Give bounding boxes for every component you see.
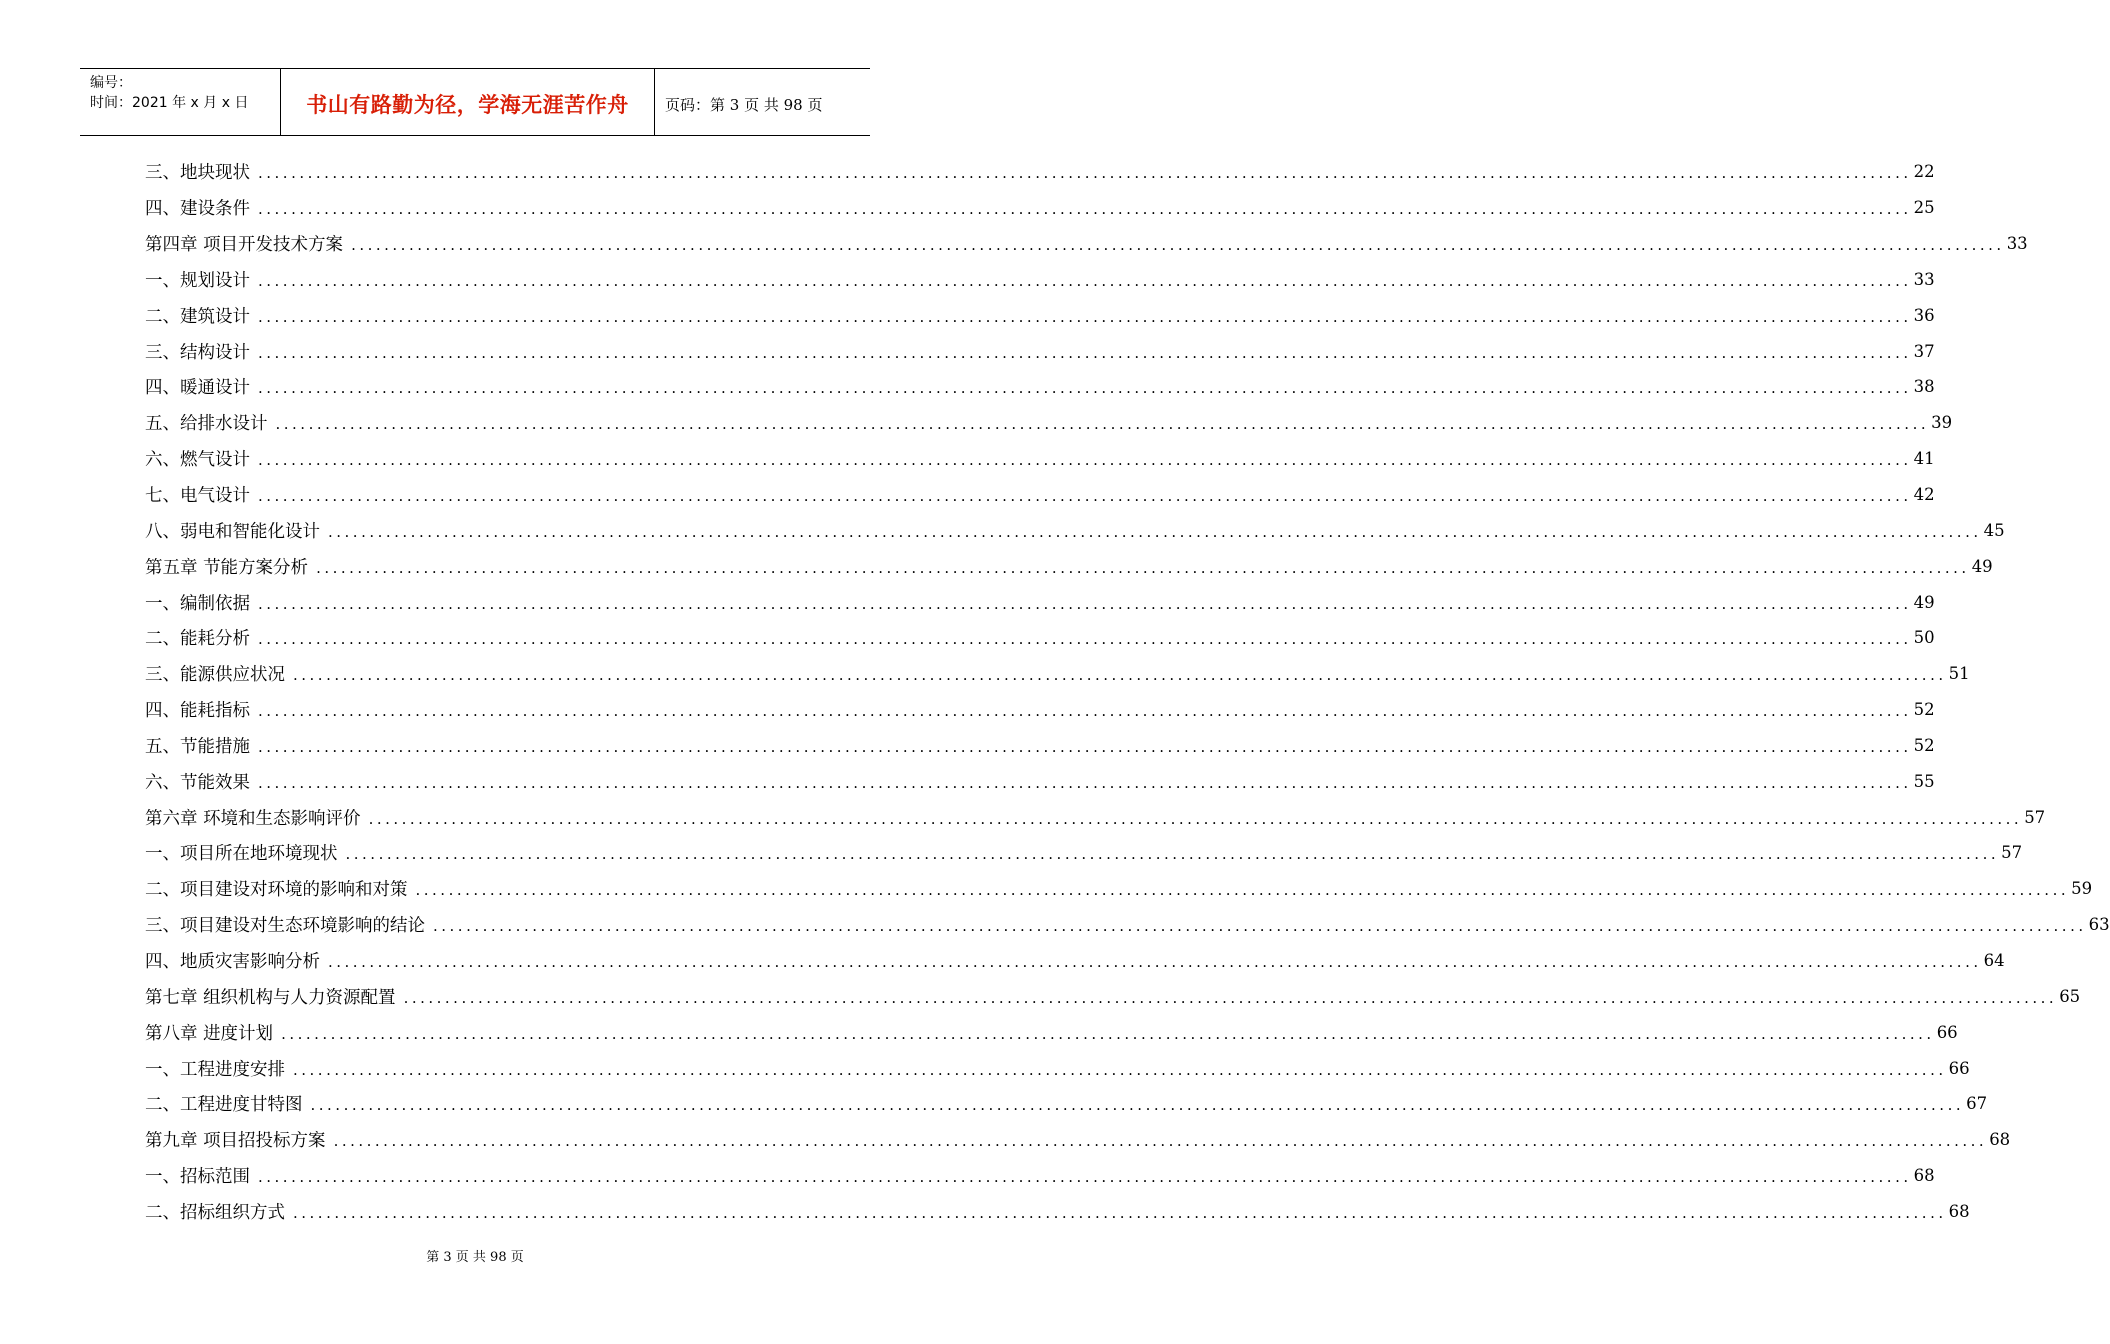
toc-dot-leader: ........................................................................................................................................................................................................ [345, 845, 2000, 864]
toc-entry-title: 二、项目建设对环境的影响和对策 [145, 880, 408, 901]
toc-entry-title: 第四章 项目开发技术方案 [145, 235, 344, 256]
toc-dot-leader: ........................................................................................................................................................................................................ [403, 988, 2058, 1007]
toc-entry-title: 三、结构设计 [145, 342, 250, 363]
toc-entry-title: 第九章 项目招投标方案 [145, 1131, 326, 1152]
toc-entry-title: 二、建筑设计 [145, 306, 250, 327]
toc-entry-page-number: 49 [1913, 592, 1935, 612]
toc-dot-leader: ........................................................................................................................................................................................................ [368, 809, 2023, 828]
toc-dot-leader: ........................................................................................................................................................................................................ [258, 773, 1912, 792]
toc-entry-title: 二、工程进度甘特图 [145, 1095, 303, 1116]
toc-entry-page-number: 49 [1971, 556, 1993, 576]
toc-entry-title: 四、暖通设计 [145, 378, 250, 399]
toc-entry-page-number: 68 [1948, 1201, 1970, 1221]
toc-entry-page-number: 65 [2059, 986, 2081, 1006]
toc-entry[interactable] [145, 333, 1935, 369]
toc-entry-title: 五、节能措施 [145, 736, 250, 757]
page-header [80, 68, 870, 136]
toc-entry[interactable] [145, 907, 2110, 943]
toc-dot-leader: ........................................................................................................................................................................................................ [258, 164, 1912, 183]
toc-entry[interactable] [145, 441, 1935, 477]
toc-entry-page-number: 67 [1966, 1094, 1988, 1114]
toc-dot-leader: ........................................................................................................................................................................................................ [433, 917, 2087, 936]
toc-entry-title: 三、地块现状 [145, 163, 250, 184]
toc-dot-leader: ........................................................................................................................................................................................................ [293, 666, 1947, 685]
toc-entry-page-number: 51 [1948, 664, 1970, 684]
header-page-info: 页码：第 3 页 共 98 页 [665, 95, 823, 114]
toc-entry-page-number: 57 [2001, 843, 2023, 863]
toc-entry-page-number: 22 [1913, 162, 1935, 182]
toc-entry-title: 一、编制依据 [145, 593, 250, 614]
toc-dot-leader: ........................................................................................................................................................................................................ [328, 522, 1982, 541]
toc-entry[interactable] [145, 154, 1935, 190]
toc-entry-title: 一、项目所在地环境现状 [145, 844, 338, 865]
toc-dot-leader: ........................................................................................................................................................................................................ [293, 1060, 1947, 1079]
toc-entry-page-number: 57 [2024, 807, 2046, 827]
toc-entry[interactable] [145, 477, 1935, 513]
toc-entry-title: 第六章 环境和生态影响评价 [145, 808, 361, 829]
toc-entry-page-number: 66 [1948, 1058, 1970, 1078]
toc-dot-leader: ........................................................................................................................................................................................................ [258, 451, 1912, 470]
toc-entry-title: 五、给排水设计 [145, 414, 268, 435]
toc-entry-page-number: 33 [2006, 234, 2028, 254]
toc-entry-title: 一、招标范围 [145, 1167, 250, 1188]
toc-entry-title: 第五章 节能方案分析 [145, 557, 309, 578]
toc-dot-leader: ........................................................................................................................................................................................................ [310, 1096, 1965, 1115]
toc-entry-page-number: 59 [2071, 879, 2093, 899]
toc-dot-leader: ........................................................................................................................................................................................................ [293, 1203, 1947, 1222]
toc-entry-page-number: 68 [1989, 1130, 2011, 1150]
toc-dot-leader: ........................................................................................................................................................................................................ [415, 881, 2070, 900]
toc-dot-leader: ........................................................................................................................................................................................................ [351, 236, 2005, 255]
toc-entry[interactable] [145, 978, 2081, 1014]
toc-entry-title: 三、能源供应状况 [145, 665, 285, 686]
toc-entry-title: 四、地质灾害影响分析 [145, 951, 320, 972]
toc-entry[interactable] [145, 369, 1935, 405]
toc-entry[interactable] [145, 799, 2046, 835]
toc-entry[interactable] [145, 1014, 1958, 1050]
toc-entry[interactable] [145, 871, 2093, 907]
toc-entry[interactable] [145, 1086, 1988, 1122]
toc-dot-leader: ........................................................................................................................................................................................................ [258, 379, 1912, 398]
toc-entry-page-number: 64 [1983, 950, 2005, 970]
toc-entry-page-number: 63 [2088, 915, 2110, 935]
page-footer: 第 3 页 共 98 页 [426, 1250, 524, 1265]
toc-entry[interactable] [145, 1158, 1935, 1194]
toc-dot-leader: ........................................................................................................................................................................................................ [258, 594, 1912, 613]
header-meta [80, 69, 281, 135]
toc-dot-leader: ........................................................................................................................................................................................................ [316, 558, 1970, 577]
toc-entry-page-number: 38 [1913, 377, 1935, 397]
toc-entry[interactable] [145, 584, 1935, 620]
toc-entry-title: 第八章 进度计划 [145, 1023, 274, 1044]
toc-entry[interactable] [145, 512, 2005, 548]
toc-dot-leader: ........................................................................................................................................................................................................ [258, 630, 1912, 649]
toc-entry[interactable] [145, 1050, 1970, 1086]
toc-dot-leader: ........................................................................................................................................................................................................ [328, 952, 1982, 971]
toc-dot-leader: ........................................................................................................................................................................................................ [333, 1132, 1988, 1151]
toc-dot-leader: ........................................................................................................................................................................................................ [258, 271, 1912, 290]
toc-dot-leader: ........................................................................................................................................................................................................ [281, 1024, 1935, 1043]
toc-dot-leader: ........................................................................................................................................................................................................ [258, 200, 1912, 219]
toc-entry-page-number: 42 [1913, 485, 1935, 505]
toc-entry[interactable] [145, 943, 2005, 979]
toc-entry-title: 二、能耗分析 [145, 629, 250, 650]
header-motto: 书山有路勤为径，学海无涯苦作舟 [281, 69, 655, 135]
toc-entry[interactable] [145, 262, 1935, 298]
toc-entry[interactable] [145, 763, 1935, 799]
toc-entry-title: 八、弱电和智能化设计 [145, 521, 320, 542]
toc-entry-title: 六、节能效果 [145, 772, 250, 793]
toc-entry[interactable] [145, 190, 1935, 226]
toc-entry-page-number: 68 [1913, 1166, 1935, 1186]
toc-entry-title: 一、规划设计 [145, 270, 250, 291]
toc-entry-page-number: 66 [1936, 1022, 1958, 1042]
toc-dot-leader: ........................................................................................................................................................................................................ [258, 737, 1912, 756]
toc-entry-page-number: 52 [1913, 735, 1935, 755]
toc-entry-title: 七、电气设计 [145, 486, 250, 507]
toc-entry[interactable] [145, 297, 1935, 333]
toc-entry-title: 一、工程进度安排 [145, 1059, 285, 1080]
document-number-label: 编号： [90, 75, 132, 91]
document-time-label: 时间：2021 年 x 月 x 日 [90, 95, 249, 111]
toc-dot-leader: ........................................................................................................................................................................................................ [258, 1168, 1912, 1187]
toc-entry-page-number: 45 [1983, 520, 2005, 540]
table-of-contents [145, 154, 2110, 1229]
toc-dot-leader: ........................................................................................................................................................................................................ [258, 487, 1912, 506]
toc-entry-title: 第七章 组织机构与人力资源配置 [145, 987, 396, 1008]
toc-entry-title: 四、能耗指标 [145, 701, 250, 722]
toc-entry[interactable] [145, 728, 1935, 764]
toc-entry-page-number: 37 [1913, 341, 1935, 361]
toc-entry[interactable] [145, 692, 1935, 728]
toc-entry-page-number: 50 [1913, 628, 1935, 648]
toc-entry-page-number: 36 [1913, 305, 1935, 325]
toc-entry-title: 三、项目建设对生态环境影响的结论 [145, 916, 425, 937]
toc-entry-page-number: 55 [1913, 771, 1935, 791]
toc-entry-title: 四、建设条件 [145, 199, 250, 220]
toc-entry[interactable] [145, 1122, 2011, 1158]
toc-entry-page-number: 33 [1913, 269, 1935, 289]
toc-entry[interactable] [145, 835, 2023, 871]
toc-entry[interactable] [145, 226, 2028, 262]
toc-entry-page-number: 39 [1931, 413, 1953, 433]
toc-dot-leader: ........................................................................................................................................................................................................ [258, 343, 1912, 362]
toc-entry-title: 二、招标组织方式 [145, 1202, 285, 1223]
toc-dot-leader: ........................................................................................................................................................................................................ [275, 415, 1930, 434]
toc-entry[interactable] [145, 548, 1993, 584]
toc-entry[interactable] [145, 405, 1953, 441]
toc-entry[interactable] [145, 656, 1970, 692]
toc-entry-page-number: 52 [1913, 700, 1935, 720]
toc-entry-page-number: 41 [1913, 449, 1935, 469]
toc-entry[interactable] [145, 620, 1935, 656]
toc-entry-page-number: 25 [1913, 198, 1935, 218]
toc-dot-leader: ........................................................................................................................................................................................................ [258, 702, 1912, 721]
toc-entry-title: 六、燃气设计 [145, 450, 250, 471]
toc-dot-leader: ........................................................................................................................................................................................................ [258, 307, 1912, 326]
toc-entry[interactable] [145, 1193, 1970, 1229]
